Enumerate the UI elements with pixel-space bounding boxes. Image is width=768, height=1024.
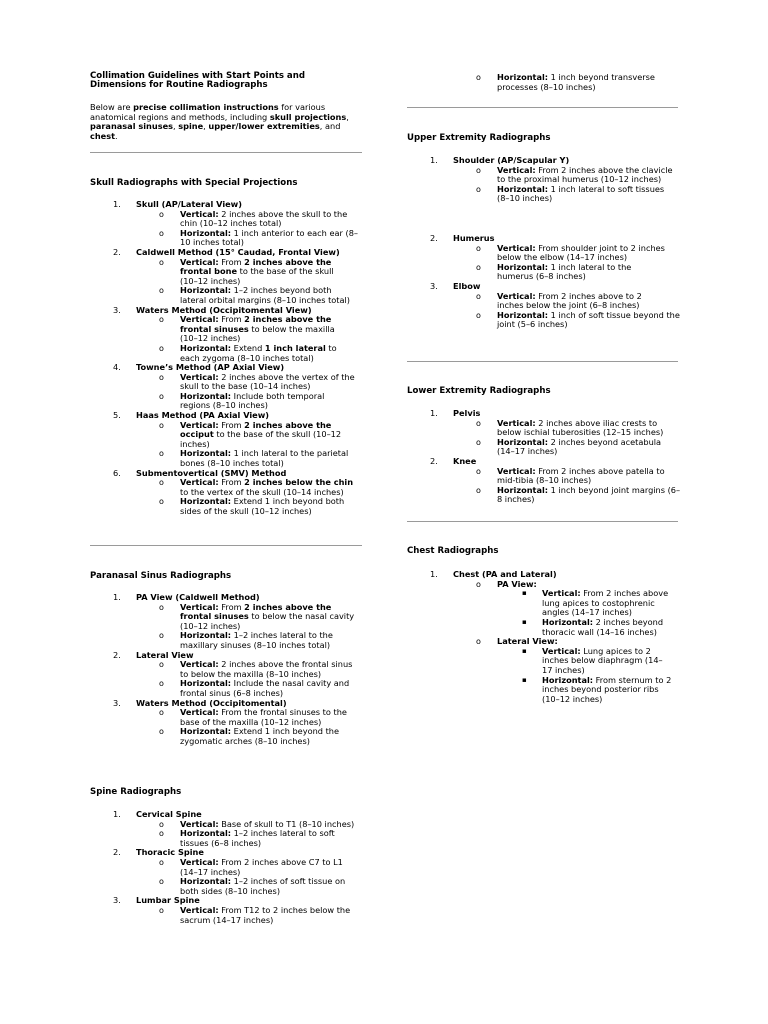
list-item: 5. Haas Method (PA Axial View) o Vertical: From 2 inches above the occiput to the base of the skull (10–12 inches) o Horizontal: 1 inch lateral to the parietal bones (8–10 inches total) (90, 411, 365, 469)
lower-list (407, 409, 679, 505)
item-title: Lumbar Spine (136, 895, 200, 906)
lateral-horizontal-line: ▪ Horizontal: From sternum to 2 inches beyond posterior ribs (10–12 inches) (522, 674, 672, 704)
list-item: 2. Knee o Vertical: From 2 inches above patella to mid-tibia (8–10 inches) o Horizontal: 1 inch beyond joint margins (6–8 inches) (430, 455, 681, 505)
list-item: 1. Chest (PA and Lateral) o PA View: ▪ Vertical: From 2 inches above lung apices to costophrenic angles (14–17 inches) ▪ Horizontal: 2 inches beyond thoracic wall (14–16 inches) o Lateral View: ▪ Vertical: Lung apices to 2 inches below diaphragm (14–17 inches) ▪ Horizontal: From sternum to 2 inches beyond posterior ribs (10–12 inches) (407, 570, 679, 704)
item-title: Knee (453, 455, 477, 466)
section-heading-sinus: Paranasal Sinus Radiographs (90, 571, 232, 581)
item-title: Pelvis (453, 408, 481, 418)
divider (407, 361, 678, 362)
pa-view: o PA View: (476, 578, 537, 589)
vertical-line: o Vertical: From 2 inches above C7 to L1 (14–17 inches) (159, 856, 343, 877)
item-title: Elbow (453, 280, 481, 291)
horizontal-line: o Horizontal: 1 inch of soft tissue beyond the joint (5–6 inches) (476, 309, 680, 330)
item-title: Lateral View (136, 649, 194, 660)
spine-list (90, 810, 365, 925)
list-item: 3. Elbow o Vertical: From 2 inches above to 2 inches below the joint (6–8 inches) o Horizontal: 1 inch of soft tissue beyond the joint (5–6 inches) (407, 282, 679, 330)
item-title: Chest (PA and Lateral) (453, 569, 557, 579)
vertical-line: o Vertical: 2 inches above the vertex of the skull to the base (10–14 inches) (159, 371, 355, 392)
title-line-2: Dimensions for Routine Radiographs (90, 80, 268, 91)
horizontal-line: o Horizontal: Extend 1 inch beyond both sides of the skull (10–12 inches) (159, 496, 345, 516)
vertical-line: o Vertical: From the frontal sinuses to the base of the maxilla (10–12 inches) (159, 707, 347, 727)
section-heading-skull: Skull Radiographs with Special Projections (90, 178, 298, 188)
item-title: Waters Method (Occipitomental View) (136, 304, 312, 315)
vertical-line: o Vertical: From shoulder joint to 2 inches below the elbow (14–17 inches) (476, 242, 665, 263)
horizontal-line: o Horizontal: Extend 1 inch beyond the zygomatic arches (8–10 inches) (159, 726, 340, 746)
horizontal-line: o Horizontal: 1 inch lateral to the parietal bones (8–10 inches total) (159, 448, 349, 469)
divider (407, 521, 678, 522)
item-title: Submentovertical (SMV) Method (136, 467, 287, 478)
item-title: PA View (Caldwell Method) (136, 592, 260, 602)
horizontal-line: o Horizontal: 1 inch beyond transverse processes (8–10 inches) (476, 72, 655, 92)
chest-list (407, 570, 679, 704)
list-item: 6. Submentovertical (SMV) Method o Vertical: From 2 inches below the chin to the vertex of the skull (10–14 inches) o Horizontal: Extend 1 inch beyond both sides of the skull (10–12 inches) (90, 469, 365, 517)
spine-continued (407, 73, 679, 92)
vertical-line: o Vertical: 2 inches above the frontal sinus to below the maxilla (8–10 inches) (159, 659, 353, 679)
item-title: Humerus (453, 232, 495, 243)
item-title: Caldwell Method (15° Caudad, Frontal View) (136, 246, 340, 257)
list-item: 1. Cervical Spine o Vertical: Base of skull to T1 (8–10 inches) o Horizontal: 1–2 inches lateral to soft tissues (6–8 inches) (90, 810, 365, 848)
item-title: Thoracic Spine (136, 847, 204, 858)
item-title: Shoulder (AP/Scapular Y) (453, 155, 570, 165)
section-heading-lower: Lower Extremity Radiographs (407, 386, 551, 396)
list-item: 2. Caldwell Method (15° Caudad, Frontal View) o Vertical: From 2 inches above the frontal bone to the base of the skull (10–12 inches) o Horizontal: 1–2 inches beyond both lateral orbital margins (8–10 inches total) (90, 248, 365, 306)
list-item: 1. Shoulder (AP/Scapular Y) o Vertical: From 2 inches above the clavicle to the proximal humerus (10–12 inches) o Horizontal: 1 inch lateral to soft tissues (8–10 inches) (407, 156, 679, 204)
horizontal-line: o Horizontal: Include the nasal cavity and frontal sinus (6–8 inches) (159, 678, 350, 698)
item-title: Waters Method (Occipitomental) (136, 697, 287, 708)
vertical-line: o Vertical: From 2 inches above the frontal sinuses to below the nasal cavity (10–12 inches) (159, 601, 355, 631)
horizontal-line: o Horizontal: 1–2 inches beyond both lateral orbital margins (8–10 inches total) (159, 285, 350, 305)
section-heading-chest: Chest Radiographs (407, 546, 499, 556)
sinus-list (90, 593, 365, 747)
vertical-line: o Vertical: From 2 inches above the occiput to the base of the skull (10–12 inches) (159, 419, 342, 449)
list-item: 1. PA View (Caldwell Method) o Vertical: From 2 inches above the frontal sinuses to below the nasal cavity (10–12 inches) o Horizontal: 1–2 inches lateral to the maxillary sinuses (8–10 inches total) (90, 593, 365, 651)
vertical-line: o Vertical: From 2 inches above to 2 inches below the joint (6–8 inches) (476, 290, 642, 311)
vertical-line: o Vertical: 2 inches above iliac crests to below ischial tuberosities (12–15 inches) (476, 417, 664, 438)
horizontal-line: o Horizontal: Include both temporal regions (8–10 inches) (159, 390, 325, 411)
item-title: Skull (AP/Lateral View) (136, 199, 242, 209)
horizontal-line: o Horizontal: 1 inch lateral to the humerus (6–8 inches) (476, 261, 632, 282)
horizontal-line: o Horizontal: 1–2 inches lateral to the maxillary sinuses (8–10 inches total) (159, 630, 333, 650)
lateral-view: o Lateral View: (476, 636, 558, 647)
list-item: 2. Lateral View o Vertical: 2 inches above the frontal sinus to below the maxilla (8–10 inches) o Horizontal: Include the nasal cavity and frontal sinus (6–8 inches) (90, 651, 365, 699)
item-title: Haas Method (PA Axial View) (136, 410, 270, 421)
vertical-line: o Vertical: From 2 inches above the clavicle to the proximal humerus (10–12 inches) (476, 164, 673, 185)
upper-list (407, 156, 679, 330)
divider (90, 152, 362, 153)
item-title: Towne’s Method (AP Axial View) (136, 362, 285, 373)
divider (407, 107, 678, 108)
vertical-line: o Vertical: From T12 to 2 inches below the sacrum (14–17 inches) (159, 904, 351, 925)
section-heading-spine: Spine Radiographs (90, 787, 182, 797)
section-heading-upper: Upper Extremity Radiographs (407, 133, 551, 143)
list-item: 3. Waters Method (Occipitomental) o Vertical: From the frontal sinuses to the base of the maxilla (10–12 inches) o Horizontal: Extend 1 inch beyond the zygomatic arches (8–10 inches) (90, 699, 365, 747)
intro-paragraph: Below are precise collimation instructions for various anatomical regions and methods, including skull projections, paranasal sinuses, spine, upper/lower extremities, and chest. (90, 102, 349, 141)
divider (90, 545, 362, 546)
vertical-line: o Vertical: From 2 inches below the chin to the vertex of the skull (10–14 inches) (159, 477, 354, 497)
skull-list (90, 200, 365, 517)
horizontal-line: o Horizontal: Extend 1 inch lateral to each zygoma (8–10 inches total) (159, 342, 337, 363)
horizontal-line: o Horizontal: 2 inches beyond acetabula (14–17 inches) (476, 436, 662, 457)
pa-horizontal-line: ▪ Horizontal: 2 inches beyond thoracic wall (14–16 inches) (522, 616, 664, 637)
vertical-line: o Vertical: Base of skull to T1 (8–10 inches) (159, 818, 355, 829)
list-item: 3. Lumbar Spine o Vertical: From T12 to 2 inches below the sacrum (14–17 inches) (90, 896, 365, 925)
lateral-vertical-line: ▪ Vertical: Lung apices to 2 inches below diaphragm (14–17 inches) (522, 645, 663, 675)
item-title: Cervical Spine (136, 809, 202, 819)
list-item: 4. Towne’s Method (AP Axial View) o Vertical: 2 inches above the vertex of the skull to the base (10–14 inches) o Horizontal: Include both temporal regions (8–10 inches) (90, 363, 365, 411)
list-item: 1. Skull (AP/Lateral View) o Vertical: 2 inches above the skull to the chin (10–12 inches total) o Horizontal: 1 inch anterior to each ear (8–10 inches total) (90, 200, 365, 248)
list-item: 2. Humerus o Vertical: From shoulder joint to 2 inches below the elbow (14–17 inches) o Horizontal: 1 inch lateral to the humerus (6–8 inches) (407, 234, 679, 282)
horizontal-line: o Horizontal: 1 inch anterior to each ear (8–10 inches total) (159, 227, 358, 248)
list-item: 2. Thoracic Spine o Vertical: From 2 inches above C7 to L1 (14–17 inches) o Horizontal: 1–2 inches of soft tissue on both sides (8–10 inches) (90, 848, 365, 896)
vertical-line: o Vertical: From 2 inches above patella to mid-tibia (8–10 inches) (476, 465, 665, 486)
pa-vertical-line: ▪ Vertical: From 2 inches above lung apices to costophrenic angles (14–17 inches) (522, 588, 669, 618)
vertical-line: o Vertical: From 2 inches above the frontal sinuses to below the maxilla (10–12 inches) (159, 314, 335, 344)
list-item: 1. Pelvis o Vertical: 2 inches above iliac crests to below ischial tuberosities (12–15 inches) o Horizontal: 2 inches beyond acetabula (14–17 inches) (407, 409, 679, 457)
list-item: 3. Waters Method (Occipitomental View) o Vertical: From 2 inches above the frontal sinuses to below the maxilla (10–12 inches) o Horizontal: Extend 1 inch lateral to each zygoma (8–10 inches total) (90, 306, 365, 364)
horizontal-line: o Horizontal: 1–2 inches lateral to soft tissues (6–8 inches) (159, 828, 335, 848)
horizontal-line: o Horizontal: 1 inch lateral to soft tissues (8–10 inches) (476, 183, 665, 204)
horizontal-line: o Horizontal: 1 inch beyond joint margins (6–8 inches) (476, 484, 681, 505)
vertical-line: o Vertical: From 2 inches above the frontal bone to the base of the skull (10–12 inches) (159, 256, 334, 286)
title-line-1: Collimation Guidelines with Start Points and (90, 71, 305, 81)
document-title (90, 72, 330, 91)
horizontal-line: o Horizontal: 1–2 inches of soft tissue on both sides (8–10 inches) (159, 876, 346, 896)
vertical-line: o Vertical: 2 inches above the skull to the chin (10–12 inches total) (159, 208, 348, 229)
